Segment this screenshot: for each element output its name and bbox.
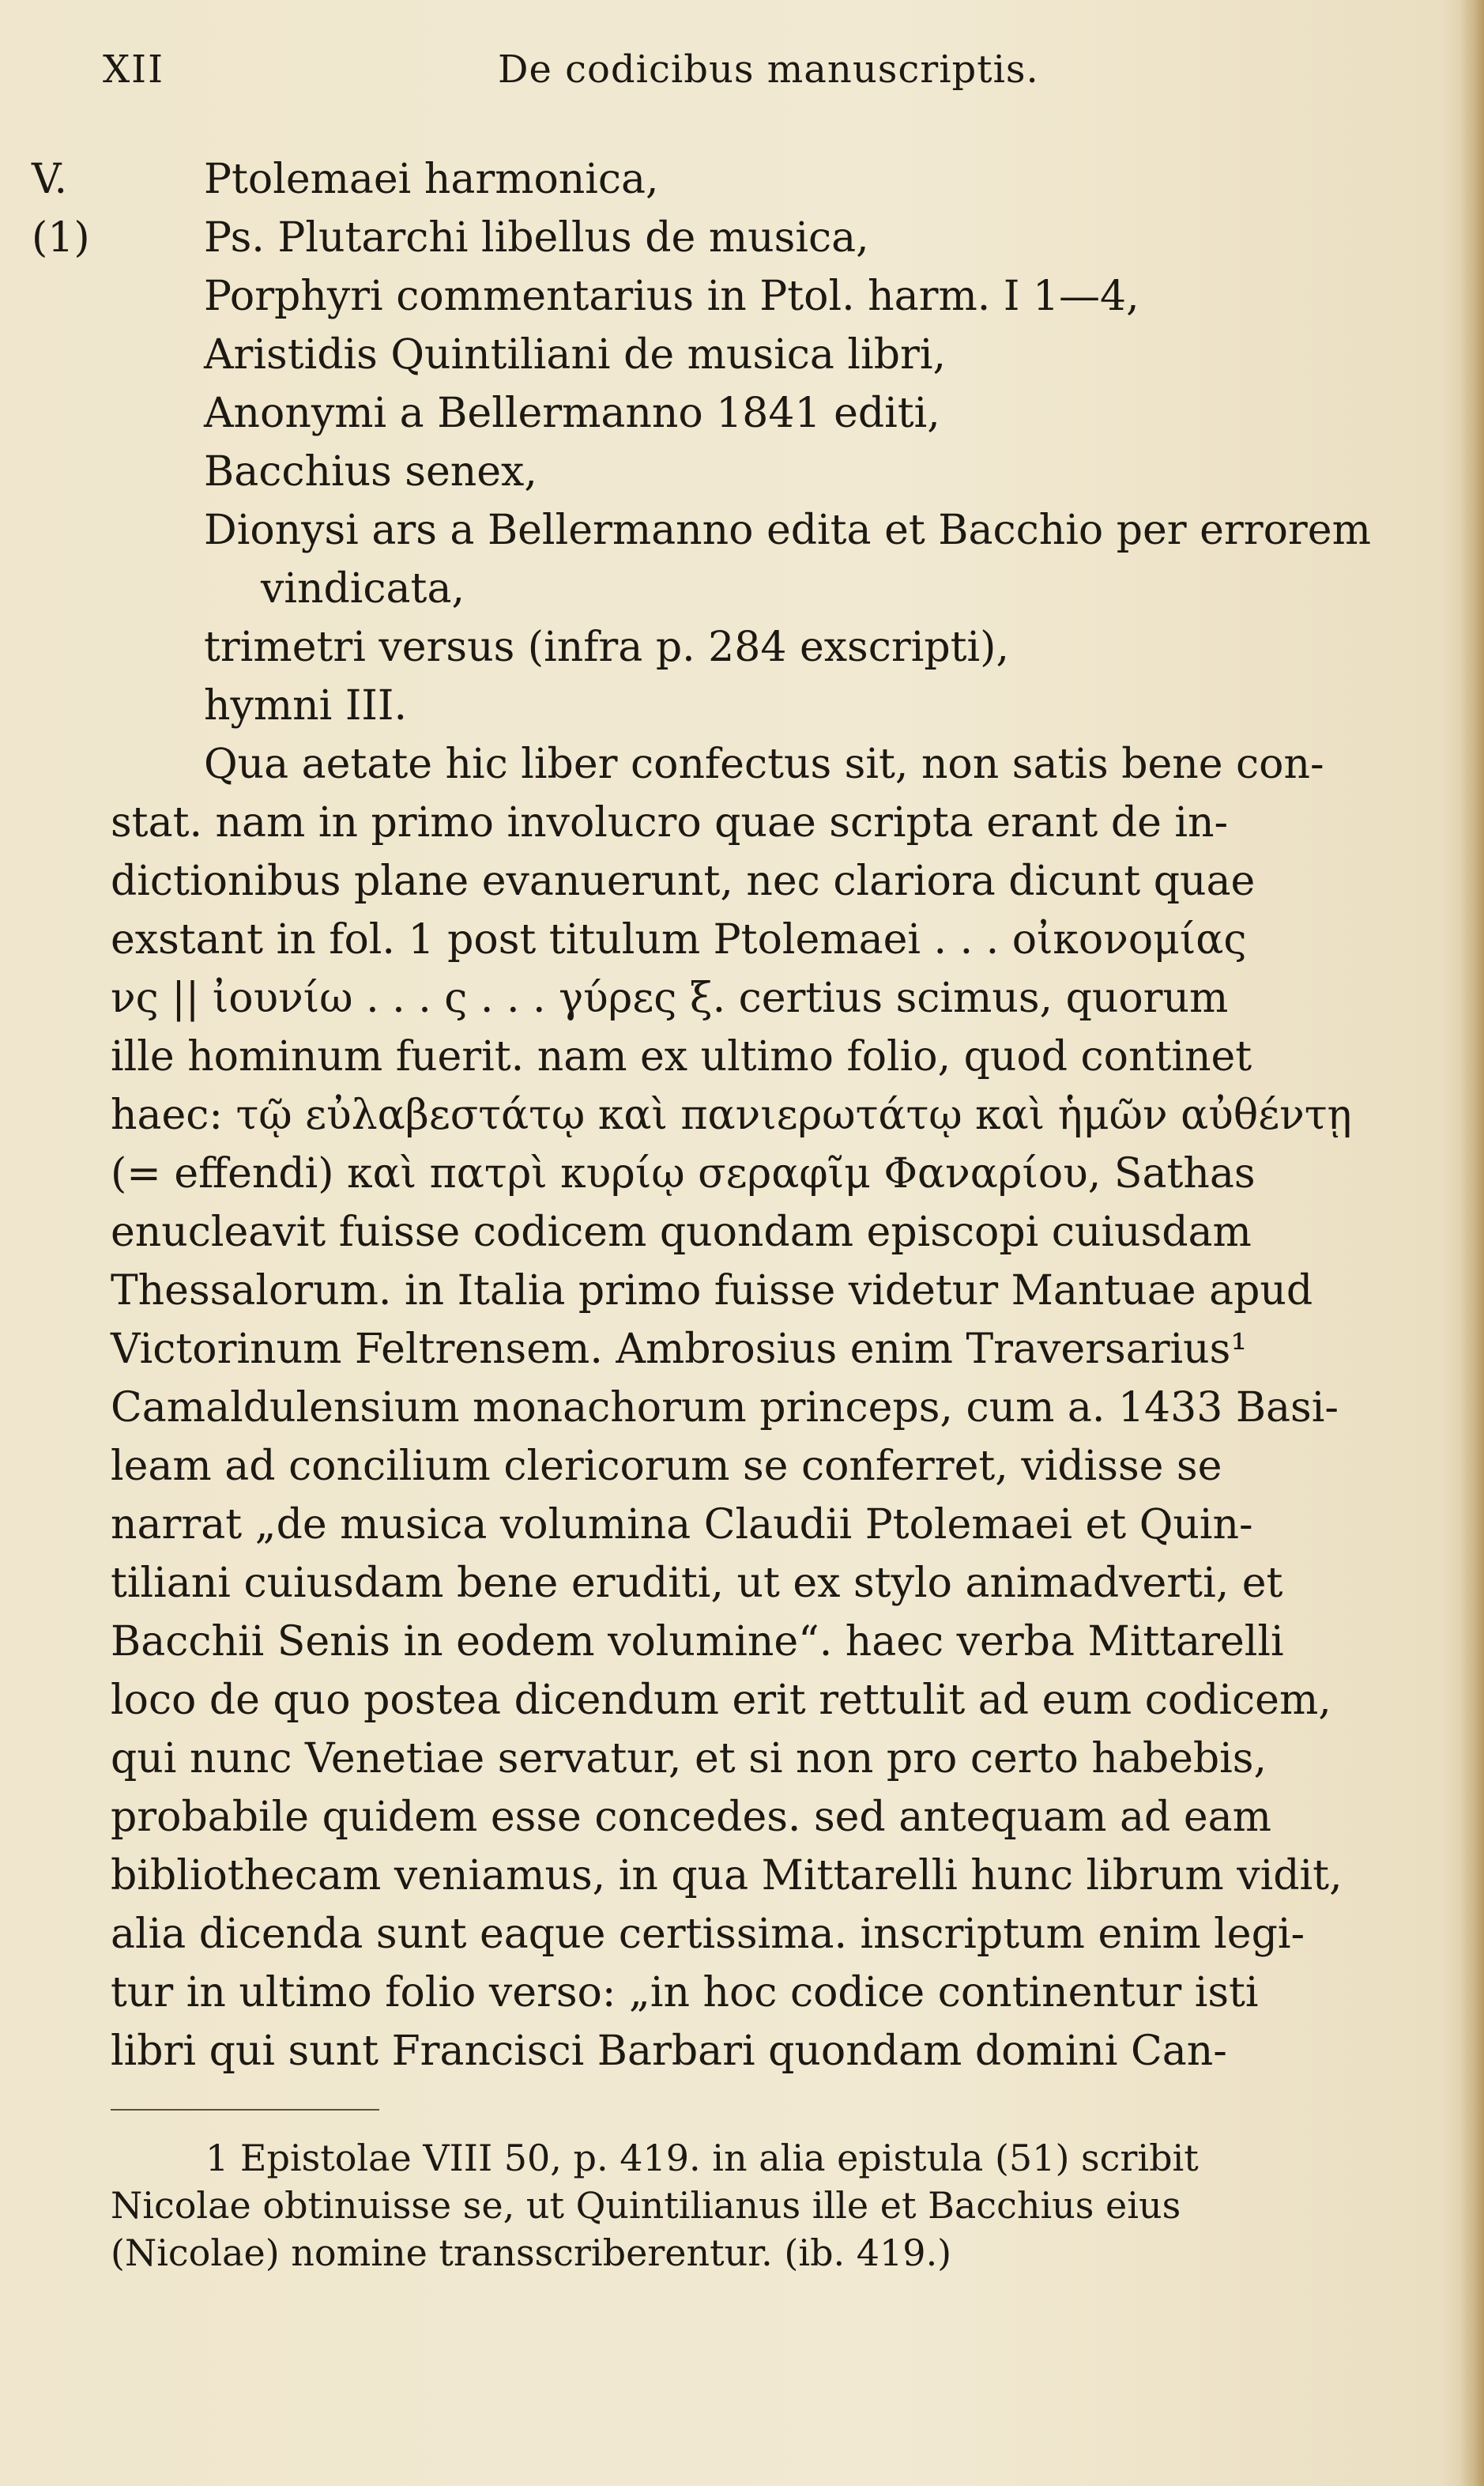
line-text: leam ad concilium clericorum se conferret, vidisse se: [111, 1443, 1222, 1490]
line-text: (Nicolae) nomine transscriberentur. (ib. 419.): [111, 2231, 952, 2274]
line-text: alia dicenda sunt eaque certissima. inscriptum enim legi-: [111, 1911, 1305, 1958]
line-text: loco de quo postea dicendum erit rettulit ad eum codicem,: [111, 1677, 1331, 1724]
contents-line: [111, 560, 1454, 618]
text-line: [111, 1671, 1454, 1730]
line-text: Camaldulensium monachorum princeps, cum a. 1433 Basi-: [111, 1384, 1339, 1432]
line-text: exstant in fol. 1 post titulum Ptolemaei . . . οἰκονομίας: [111, 916, 1247, 964]
line-text: stat. nam in primo involucro quae scripta erant de in-: [111, 799, 1229, 847]
running-header: [103, 47, 1484, 103]
contents-line: [111, 326, 1454, 384]
line-text: Nicolae obtinuisse se, ut Quintilianus ille et Bacchius eius: [111, 2184, 1181, 2227]
text-line: [111, 2022, 1454, 2080]
text-line: [111, 1437, 1454, 1496]
line-text: Ps. Plutarchi libellus de musica,: [204, 214, 869, 262]
line-text: ille hominum fuerit. nam ex ultimo folio, quod continet: [111, 1033, 1252, 1081]
text-line: [111, 1145, 1454, 1203]
text-line: [111, 1028, 1454, 1086]
line-text: tur in ultimo folio verso: „in hoc codice continentur isti: [111, 1969, 1259, 2016]
line-text: trimetri versus (infra p. 284 exscripti),: [204, 624, 1009, 671]
text-line: [111, 1262, 1454, 1320]
footnotes: [111, 2134, 1446, 2277]
page-edge: [1460, 0, 1484, 2486]
text-line: [111, 911, 1454, 969]
line-text: dictionibus plane evanuerunt, nec clariora dicunt quae: [111, 858, 1256, 905]
line-text: Thessalorum. in Italia primo fuisse videtur Mantuae apud: [111, 1267, 1313, 1315]
contents-line: [111, 267, 1454, 326]
running-title: De codicibus manuscriptis.: [498, 47, 1039, 92]
line-text: Ptolemaei harmonica,: [204, 156, 659, 203]
line-text: Victorinum Feltrensem. Ambrosius enim Traversarius¹: [111, 1326, 1248, 1373]
line-text: Dionysi ars a Bellermanno edita et Bacchio per errorem: [204, 507, 1371, 554]
text-line: [111, 969, 1454, 1028]
text-line: [111, 1730, 1454, 1788]
line-text: enucleavit fuisse codicem quondam episcopi cuiusdam: [111, 1209, 1252, 1256]
line-text: Bacchii Senis in eodem volumine“. haec verba Mittarelli: [111, 1618, 1284, 1666]
line-text: libri qui sunt Francisci Barbari quondam domini Can-: [111, 2028, 1227, 2075]
line-text: probabile quidem esse concedes. sed antequam ad eam: [111, 1794, 1271, 1841]
line-text: vindicata,: [261, 565, 465, 613]
line-text: haec: τῷ εὐλαβεστάτῳ καὶ πανιερωτάτῳ καὶ ἡμῶν αὐθέντῃ: [111, 1092, 1352, 1139]
line-text: νς || ἰουνίω . . . ς . . . γύρες ξ. certius scimus, quorum: [111, 975, 1229, 1022]
contents-line: [111, 384, 1454, 443]
contents-line: [111, 677, 1454, 735]
text-line: [111, 1613, 1454, 1671]
footnote-line: [111, 2182, 1446, 2229]
text-line: [111, 1203, 1454, 1262]
text-line: [111, 794, 1454, 852]
text-line: [111, 1905, 1454, 1964]
contents-line: [32, 209, 1454, 267]
contents-line: [32, 150, 1454, 209]
text-line: [111, 1847, 1454, 1905]
line-text: hymni III.: [204, 682, 407, 730]
footnote-line: [111, 2134, 1446, 2182]
line-text: narrat „de musica volumina Claudii Ptolemaei et Quin-: [111, 1501, 1253, 1549]
text-line: [111, 735, 1454, 794]
text-line: [111, 1554, 1454, 1613]
codex-label: V.: [32, 156, 67, 203]
text-line: [111, 852, 1454, 911]
line-text: Bacchius senex,: [204, 448, 537, 496]
footnote-rule: [111, 2109, 379, 2111]
footnote-line: [111, 2229, 1446, 2277]
page-number: XII: [103, 47, 165, 92]
line-text: Aristidis Quintiliani de musica libri,: [204, 331, 946, 379]
text-line: [111, 1964, 1454, 2022]
main-text: [32, 150, 1454, 2080]
line-text: qui nunc Venetiae servatur, et si non pro certo habebis,: [111, 1735, 1267, 1782]
contents-line: [111, 443, 1454, 501]
line-text: Qua aetate hic liber confectus sit, non satis bene con-: [204, 741, 1324, 788]
codex-sublabel: (1): [32, 214, 90, 262]
text-line: [111, 1496, 1454, 1554]
line-text: tiliani cuiusdam bene eruditi, ut ex stylo animadverti, et: [111, 1560, 1283, 1607]
line-text: bibliothecam veniamus, in qua Mittarelli hunc librum vidit,: [111, 1852, 1343, 1899]
text-line: [111, 1379, 1454, 1437]
contents-line: [111, 501, 1454, 560]
line-text: 1 Epistolae VIII 50, p. 419. in alia epistula (51) scribit: [205, 2137, 1199, 2179]
line-text: Anonymi a Bellermanno 1841 editi,: [204, 390, 940, 437]
text-line: [111, 1086, 1454, 1145]
line-text: Porphyri commentarius in Ptol. harm. I 1—4,: [204, 273, 1139, 320]
line-text: (= effendi) καὶ πατρὶ κυρίῳ σεραφῖμ Φαναρίου, Sathas: [111, 1150, 1256, 1198]
contents-line: [111, 618, 1454, 677]
text-line: [111, 1320, 1454, 1379]
text-line: [111, 1788, 1454, 1847]
